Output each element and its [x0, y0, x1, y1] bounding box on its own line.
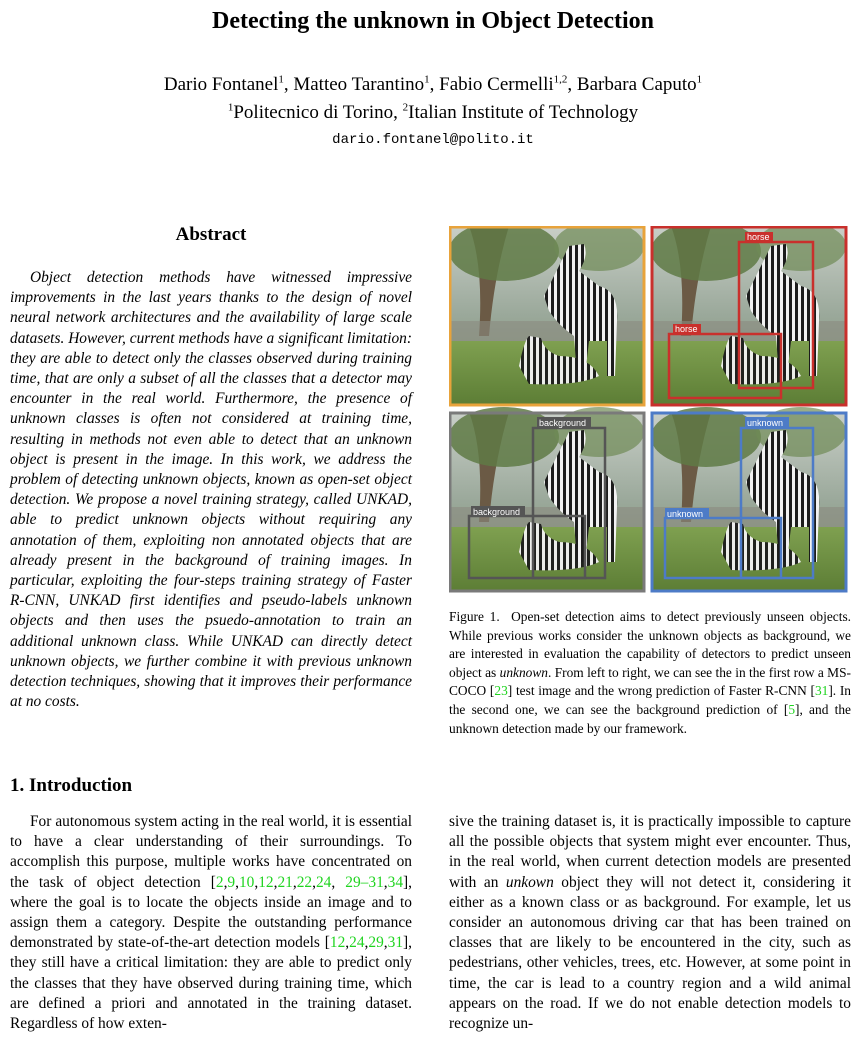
citation-link[interactable]: 10 — [238, 873, 255, 891]
abstract-heading: Abstract — [175, 224, 247, 245]
citation-link[interactable]: 31 — [814, 683, 829, 699]
caption-text: ] test image and the wrong prediction of Faster R-CNN [ — [507, 683, 815, 699]
author: Fabio Cermelli — [439, 74, 554, 95]
author: Barbara Caputo — [576, 74, 697, 95]
citation-link[interactable]: 2 — [215, 873, 224, 891]
citation-link[interactable]: 29–31 — [345, 873, 384, 891]
intro-left-column: For autonomous system acting in the real world, it is essential to have a clear understanding of their surroundings. To accomplish this purpose, multiple works have concentrated on the task of object detection [2,9,10,12,21,22,24, 29–31,34], where the goal is to locate the objects inside an image and to assign them a category. Despite the outstanding performance demonstrated by state-of-the-art detection models [12,24,29,31], they still have a critical limitation: they are able to predict only the classes that they have observed during training time, which are defined a priori and annotated in the training dataset. Regardless of how exten- — [10, 813, 412, 1033]
figure-1-image — [449, 226, 851, 594]
citation-link[interactable]: 12 — [258, 873, 274, 891]
author: Dario Fontanel — [163, 74, 279, 95]
citation-link[interactable]: 24 — [349, 934, 365, 952]
affiliation-mark: 2 — [402, 101, 409, 114]
background-label-side: background — [473, 507, 521, 517]
caption-label: Figure 1. — [449, 609, 500, 624]
paper-title: Detecting the unknown in Object Detection — [212, 8, 654, 34]
citation-link[interactable]: 21 — [277, 873, 293, 891]
panel-faster-rcnn — [651, 226, 847, 406]
unknown-label-top: unknown — [747, 418, 784, 428]
author: Matteo Tarantino — [293, 74, 425, 95]
author-list: Dario Fontanel$^1$, Matteo Tarantino$^1$, Fabio Cermelli$^{1,2}$, Barbara Caputo$^1$ — [163, 73, 703, 95]
figure-1-caption — [449, 608, 851, 738]
citation-link[interactable]: 23 — [494, 683, 508, 699]
abstract-body — [10, 268, 412, 712]
affiliation-mark: 1 — [227, 101, 234, 114]
caption-text: Open-set detection aims to detect previously unseen objects. While previous works consider the unknown objects as background, we are interested in evaluation the capability of detectors to predict unseen object as — [449, 609, 852, 680]
section-heading-introduction: 1. Introduction — [10, 775, 133, 796]
panel-unknown — [651, 407, 847, 592]
body-text: For autonomous system acting in the real world, it is essential to have a clear understanding of their surroundings. To accomplish this purpose, multiple works have concentrated on the task of object detection [ — [10, 813, 412, 891]
background-label-top: background — [539, 418, 587, 428]
horse-label-side: horse — [675, 324, 698, 334]
abstract-text: Object detection methods have witnessed impressive improvements in the last years thanks to the design of novel neural network architectures and the availability of large scale datasets. However, current methods have a significant limitation: they are able to detect only the classes observed during training time, that are only a subset of all the classes that a detector may encounter in the real world. Furthermore, the presence of unknown classes is often not considered at training time, resulting in methods not even able to detect that an unknown object is present in the image. In this work, we address the problem of detecting unknown objects, known as open-set object detection. We propose a novel training strategy, called UNKAD, able to predict unknown objects without requiring any annotation of them, exploiting non annotated objects that are already present in the background of training images. In particular, exploiting the four-steps training strategy of Faster R-CNN, UNKAD first identifies and pseudo-labels unknown objects and then uses the psuedo-annotation to train an additional unknown class. While UNKAD can directly detect unknown objects, we further combine it with previous unknown detection techniques, showing that it improves their performance at no costs. — [10, 269, 412, 711]
citation-link[interactable]: 29 — [368, 934, 384, 952]
citation-link[interactable]: 24 — [315, 873, 332, 891]
body-text: ], where the goal is to locate the objects inside an image and to assign them a category. Despite the outstanding performance demonstrated by state-of-the-art detection models [ — [10, 873, 412, 952]
caption-text: ]. In the second one, we can see the background prediction of [ — [449, 683, 852, 717]
affiliation-mark: 1 — [278, 73, 284, 86]
intro-right-column — [449, 812, 851, 1034]
citation-link[interactable]: 22 — [296, 873, 313, 891]
citation-link[interactable]: 9 — [227, 873, 236, 891]
affiliation: Politecnico di Torino — [233, 102, 394, 123]
affiliation-mark: 1 — [696, 73, 703, 86]
caption-text: . From left to right, we can see the in the first row a MS-COCO [ — [449, 664, 851, 699]
body-text: object they will not detect it, considering it either as a known class or as background. For example, let us consider an autonomous driving car that has been trained on classes that are likely to be encountered in the city, such as pedestrians, other vehicles, trees, etc. However, at some point in time, the car is lead to a country region and a wild animal appears on the road. If we do not enable detection models to recognize un- — [449, 873, 851, 1033]
author-email: dario.fontanel@polito.it — [332, 132, 534, 148]
citation-link[interactable]: 31 — [387, 934, 404, 952]
panel-original — [449, 226, 645, 406]
caption-emphasis: unknown — [499, 664, 548, 680]
unknown-label-side: unknown — [667, 509, 704, 519]
body-text: ], they still have a critical limitation: they are able to predict only the classes that they have observed during training time, which are defined a priori and annotated in the training dataset. Regardless of how exten- — [10, 934, 412, 1033]
horse-label-top: horse — [747, 232, 770, 242]
citation-link[interactable]: 12 — [329, 934, 346, 952]
affiliation: Italian Institute of Technology — [408, 102, 639, 123]
citation-link[interactable]: 5 — [788, 701, 796, 717]
affiliation-mark: 1 — [424, 73, 430, 86]
body-emphasis: unkown — [505, 873, 554, 891]
citation-link[interactable]: 34 — [387, 873, 404, 891]
affiliation-mark: 1,2 — [553, 73, 568, 86]
figure-1 — [449, 226, 851, 594]
affiliations: $^1$Politecnico di Torino, $^2$Italian Institute of Technology — [227, 101, 639, 123]
body-text: sive the training dataset is, it is practically impossible to capture all the possible objects that system might ever encounter. Thus, in the real world, when current detection models are presented with an — [449, 813, 851, 891]
caption-text: ], and the unknown detection made by our framework. — [449, 701, 851, 736]
panel-background — [449, 407, 645, 592]
